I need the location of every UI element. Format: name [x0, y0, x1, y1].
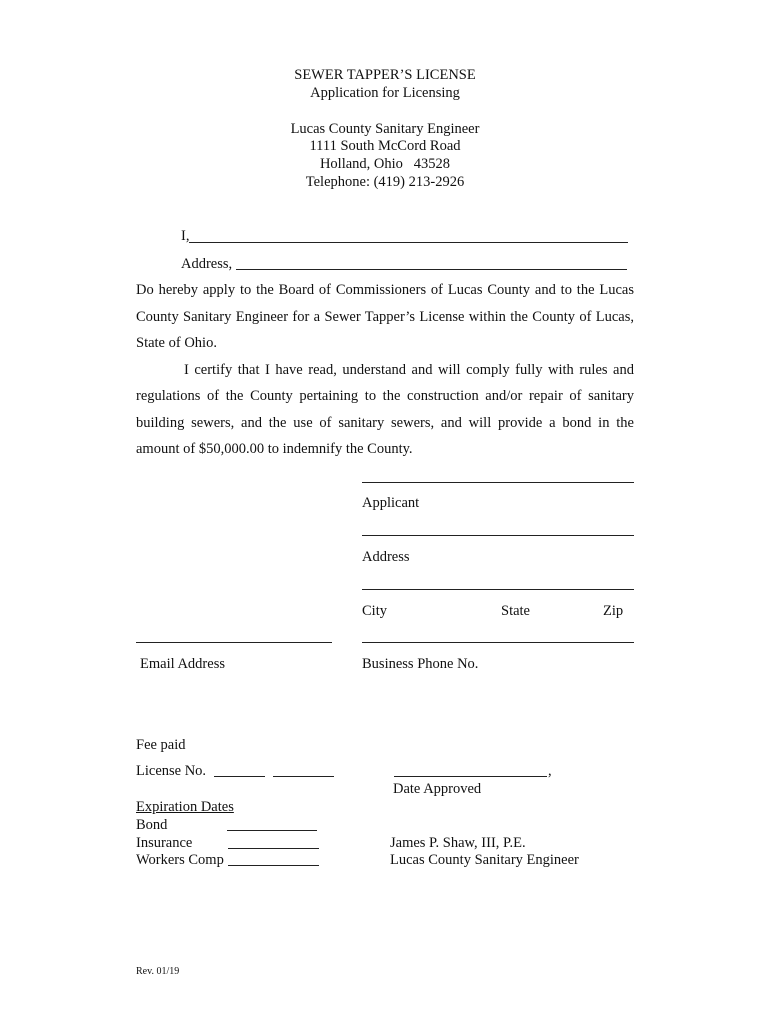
date-approved-caption: Date Approved	[393, 781, 482, 797]
city-state-zip-line[interactable]	[362, 589, 634, 590]
applicant-address-line[interactable]	[362, 535, 634, 536]
license-no-label: License No.	[136, 763, 207, 779]
applicant-signature-line[interactable]	[362, 482, 634, 483]
application-text: Do hereby apply to the Board of Commissioners of Lucas County and to the Lucas County Sanitary Engineer for a Sewer Tapper’s License within the County of Lucas, State of Ohio.	[136, 282, 634, 351]
address-caption: Address	[362, 549, 410, 565]
email-line[interactable]	[136, 642, 332, 643]
form-subtitle: Application for Licensing	[310, 85, 460, 101]
form-title: SEWER TAPPER’S LICENSE	[294, 67, 476, 83]
date-approved-comma: ,	[548, 763, 552, 779]
office-city: Holland, Ohio 43528	[319, 156, 451, 172]
engineer-name: James P. Shaw, III, P.E.	[390, 835, 526, 851]
state-caption: State	[501, 603, 530, 619]
city-caption: City	[362, 603, 387, 619]
certification-text: I certify that I have read, understand and will comply fully with rules and regulations of the County pertaining to the construction and/or repair of sanitary building sewers, and the use of sanitary sewers, and will provide a bond in the amount of $50,000.00 to indemnify the County.	[136, 361, 634, 457]
workers-comp-label: Workers Comp	[136, 852, 224, 868]
business-phone-line[interactable]	[362, 642, 634, 643]
expiration-dates-heading: Expiration Dates	[136, 799, 234, 815]
office-street: 1111 South McCord Road	[309, 138, 461, 154]
date-approved-line[interactable]	[394, 776, 547, 777]
engineer-title: Lucas County Sanitary Engineer	[390, 852, 579, 868]
bond-label: Bond	[136, 817, 168, 833]
application-paragraph	[136, 277, 634, 463]
office-telephone: Telephone: (419) 213-2926	[305, 174, 465, 190]
address-field-line[interactable]	[236, 269, 627, 270]
insurance-label: Insurance	[136, 835, 193, 851]
fee-paid-label: Fee paid	[136, 737, 186, 753]
revision-note: Rev. 01/19	[136, 966, 180, 977]
email-caption: Email Address	[140, 656, 225, 672]
business-phone-caption: Business Phone No.	[362, 656, 479, 672]
office-name: Lucas County Sanitary Engineer	[290, 121, 480, 137]
name-label: I,	[181, 228, 190, 244]
zip-caption: Zip	[603, 603, 624, 619]
address-label: Address,	[181, 256, 233, 272]
bond-date-line[interactable]	[227, 830, 317, 831]
insurance-date-line[interactable]	[228, 848, 319, 849]
license-no-line-1[interactable]	[214, 776, 265, 777]
license-no-line-2[interactable]	[273, 776, 334, 777]
name-field-line[interactable]	[189, 242, 628, 243]
workers-comp-date-line[interactable]	[228, 865, 319, 866]
applicant-label: Applicant	[362, 495, 420, 511]
